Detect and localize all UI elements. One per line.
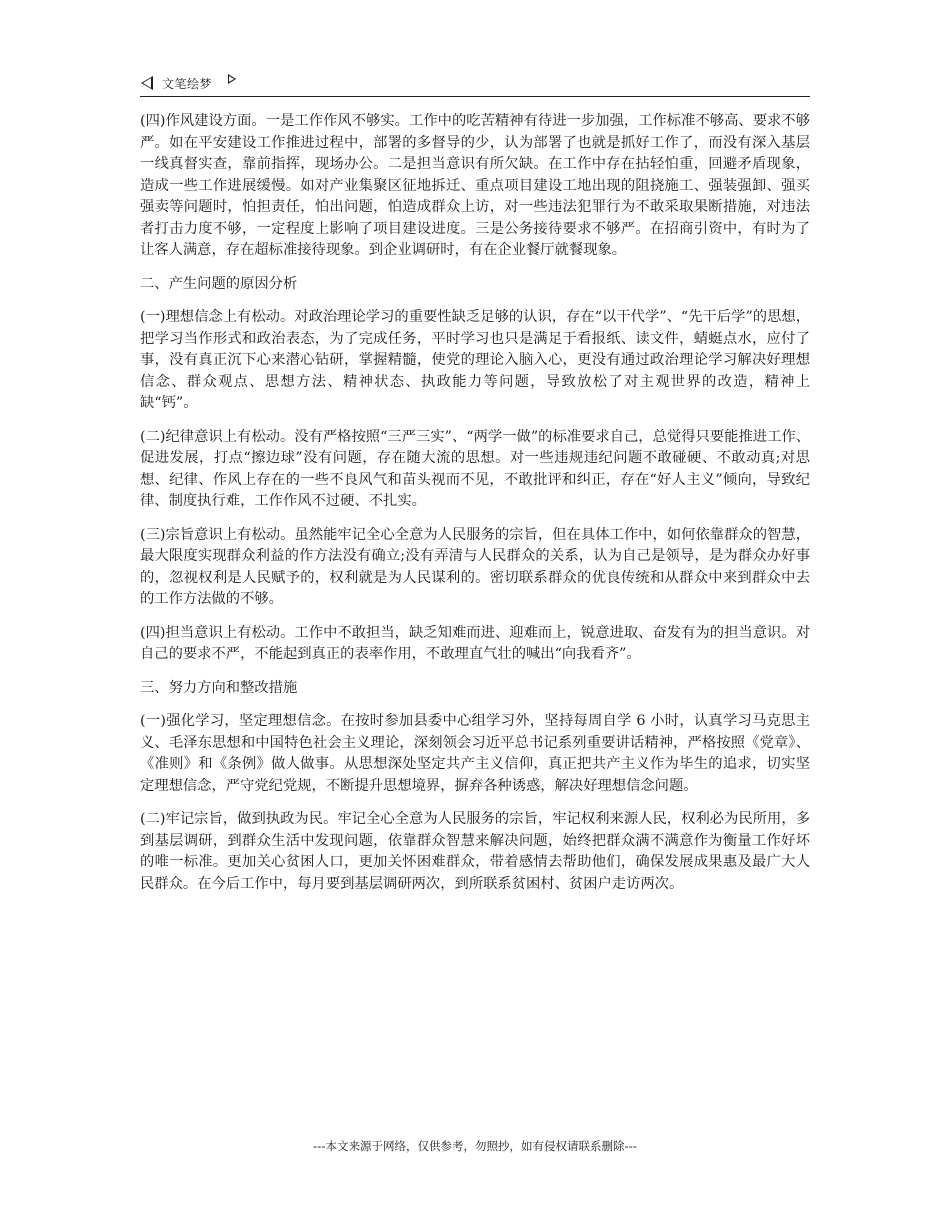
- page-header: [140, 72, 810, 97]
- page-footer-disclaimer: ---本文来源于网络，仅供参考，勿照抄，如有侵权请联系删除---: [313, 1139, 637, 1153]
- header-brand: 文笔绘梦: [162, 77, 213, 91]
- document-body: [140, 111, 810, 907]
- paragraph-cause-discipline: (二)纪律意识上有松动。没有严格按照“三严三实”、“两学一做”的标准要求自己，总觉得只要能推进工作、促进发展，打点“擦边球”没有问题，存在随大流的思想。对一些违规违纪问题不敢碰硬、不敢动真;对思想、纪律、作风上存在的一些不良风气和苗头视而不见，不敢批评和纠正，存在“好人主义”倾向，导致纪律、制度执行难，工作作风不过硬、不扎实。: [140, 428, 810, 509]
- triangle-right-icon: [228, 74, 236, 84]
- paragraph-work-style: (四)作风建设方面。一是工作作风不够实。工作中的吃苦精神有待进一步加强，工作标准不够高、要求不够严。如在平安建设工作推进过程中，部署的多督导的少，认为部署了也就是抓好工作了，而没有深入基层一线真督实查，靠前指挥，现场办公。二是担当意识有所欠缺。在工作中存在拈轻怕重，回避矛盾现象，造成一些工作进展缓慢。如对产业集聚区征地拆迁、重点项目建设工地出现的阻挠施工、强装强卸、强买强卖等问题时，怕担责任，怕出问题，怕造成群众上访，对一些违法犯罪行为不敢采取果断措施，对违法者打击力度不够，一定程度上影响了项目建设进度。三是公务接待要求不够严。在招商引资中，有时为了让客人满意，存在超标准接待现象。到企业调研时，有在企业餐厅就餐现象。: [140, 113, 810, 258]
- section-heading-causes: 二、产生问题的原因分析: [140, 275, 298, 292]
- paragraph-measure-people: (二)牢记宗旨，做到执政为民。牢记全心全意为人民服务的宗旨，牢记权利来源人民，权利必为民所用，多到基层调研，到群众生活中发现问题，依靠群众智慧来解决问题，始终把群众满不满意作为衡量工作好坏的唯一标准。更加关心贫困人口，更加关怀困难群众，带着感情去帮助他们，确保发展成果惠及最广大人民群众。在今后工作中，每月要到基层调研两次，到所联系贫困村、贫困户走访两次。: [140, 811, 810, 892]
- section-heading-measures: 三、努力方向和整改措施: [140, 679, 298, 696]
- paragraph-cause-ideals: (一)理想信念上有松动。对政治理论学习的重要性缺乏足够的认识，存在“以干代学”、“先干后学”的思想，把学习当作形式和政治表态，为了完成任务，平时学习也只是满足于看报纸、读文件，蜻蜓点水，应付了事，没有真正沉下心来潜心钻研，掌握精髓，使党的理论入脑入心，更没有通过政治理论学习解决好理想信念、群众观点、思想方法、精神状态、执政能力等问题，导致放松了对主观世界的改造，精神上缺“钙”。: [140, 309, 810, 411]
- paragraph-measure-study: (一)强化学习，坚定理想信念。在按时参加县委中心组学习外，坚持每周自学 6 小时，认真学习马克思主义、毛泽东思想和中国特色社会主义理论，深刻领会习近平总书记系列重要讲话精神，严格按照《党章》、《准则》和《条例》做人做事。从思想深处坚定共产主义信仰，真正把共产主义作为毕生的追求，切实坚定理想信念，严守党纪党规，不断提升思想境界，摒弃各种诱惑，解决好理想信念问题。: [140, 713, 810, 794]
- paragraph-cause-purpose: (三)宗旨意识上有松动。虽然能牢记全心全意为人民服务的宗旨，但在具体工作中，如何依靠群众的智慧，最大限度实现群众利益的作方法没有确立;没有弄清与人民群众的关系，认为自己是领导，是为群众办好事的，忽视权利是人民赋予的，权利就是为人民谋利的。密切联系群众的优良传统和从群众中来到群众中去的工作方法做的不够。: [140, 526, 810, 607]
- triangle-left-icon: [141, 76, 153, 90]
- paragraph-cause-responsibility: (四)担当意识上有松动。工作中不敢担当，缺乏知难而进、迎难而上，锐意进取、奋发有为的担当意识。对自己的要求不严，不能起到真正的表率作用，不敢理直气壮的喊出“向我看齐”。: [140, 624, 810, 662]
